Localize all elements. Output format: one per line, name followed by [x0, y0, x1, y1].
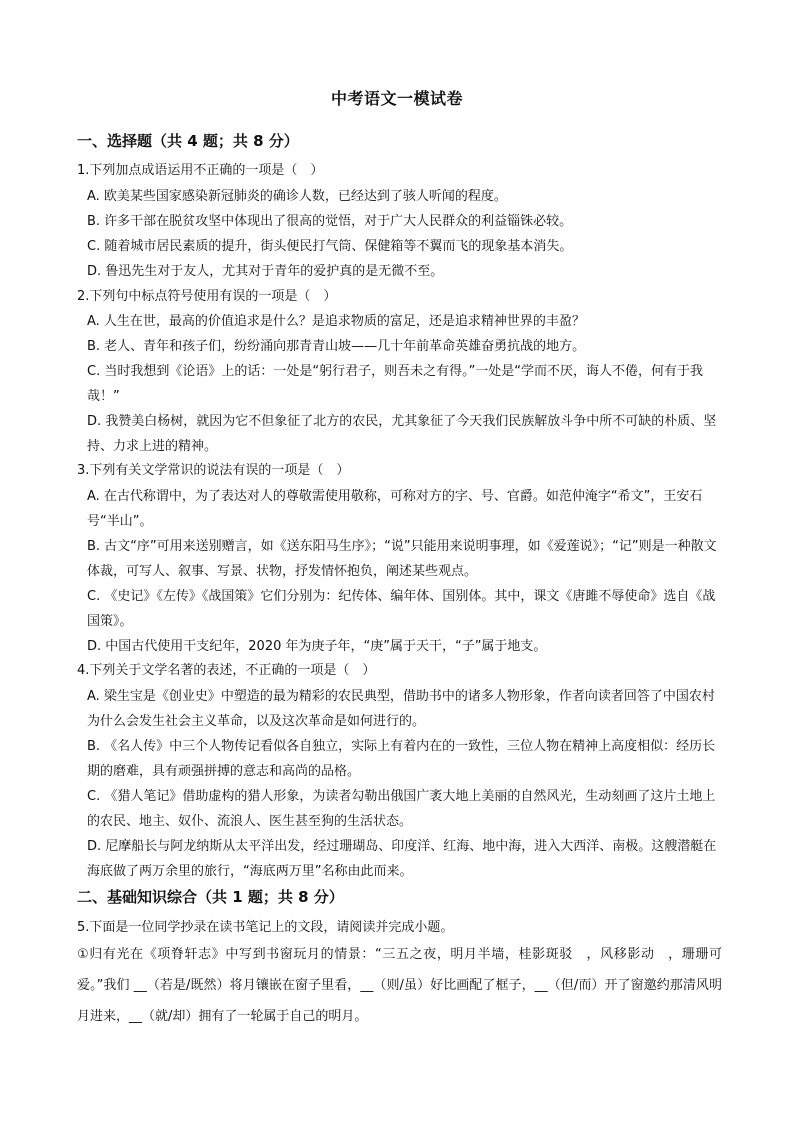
page-title: 中考语文一模试卷	[330, 89, 463, 108]
question-stem-1: 1.下列加点成语运用不正确的一项是（ ）	[77, 163, 324, 178]
section-heading-basics: 二、基础知识综合（共 1 题；共 8 分）	[77, 888, 344, 906]
question-3-option-d: D. 中国古代使用干支纪年，2020 年为庚子年，“庚”属于天干，“子”属于地支。	[87, 639, 547, 654]
question-3-option-b: B. 古文“序”可用来送别赠言，如《送东阳马生序》；“说”只能用来说明事理，如《爱莲说》；“记”则是一种散文体裁，可写人、叙事、写景、状物，抒发情怀抱负，阐述某些观点。	[87, 539, 717, 579]
question-stem-4: 4.下列关于文学名著的表述，不正确的一项是（ ）	[77, 663, 376, 678]
section-heading-choice: 一、选择题（共 4 题；共 8 分）	[77, 132, 299, 150]
question-4-option-a: A. 梁生宝是《创业史》中塑造的最为精彩的农民典型，借助书中的诸多人物形象，作者向读者回答了中国农村为什么会发生社会主义革命，以及这次革命是如何进行的。	[87, 689, 715, 729]
question-1-option-b: B. 许多干部在脱贫攻坚中体现出了很高的觉悟，对于广大人民群众的利益锱铢必较。	[87, 214, 573, 229]
question-stem-2: 2.下列句中标点符号使用有误的一项是（ ）	[77, 289, 337, 304]
question-stem-5: 5.下面是一位同学抄录在读书笔记上的文段，请阅读并完成小题。	[77, 920, 454, 935]
question-4-option-d: D. 尼摩船长与阿龙纳斯从太平洋出发，经过珊瑚岛、印度洋、红海、地中海，进入大西洋、南极。这艘潜艇在海底做了两万余里的旅行，“海底两万里”名称由此而来。	[87, 839, 717, 879]
question-2-option-c: C. 当时我想到《论语》上的话：一处是“躬行君子，则吾未之有得。”一处是“学而不厌，诲人不倦，何有于我哉！”	[87, 364, 704, 404]
question-1-option-c: C. 随着城市居民素质的提升，街头便民打气筒、保健箱等不翼而飞的现象基本消失。	[87, 239, 573, 254]
question-4-option-b: B. 《名人传》中三个人物传记看似各自独立，实际上有着内在的一致性，三位人物在精神上高度相似：经历长期的磨难，具有顽强拼搏的意志和高尚的品格。	[87, 739, 716, 779]
question-3-option-c: C. 《史记》《左传》《战国策》它们分别为：纪传体、编年体、国别体。其中，课文《唐雎不辱使命》选自《战国策》。	[87, 589, 716, 629]
question-2-option-d: D. 我赞美白杨树，就因为它不但象征了北方的农民，尤其象征了今天我们民族解放斗争中所不可缺的朴质、坚持、力求上进的精神。	[87, 414, 717, 454]
question-stem-3: 3.下列有关文学常识的说法有误的一项是（ ）	[77, 463, 350, 478]
question-2-option-b: B. 老人、青年和孩子们，纷纷涌向那青青山坡——几十年前革命英雄奋勇抗战的地方。	[87, 339, 586, 354]
question-1-option-a: A. 欧美某些国家感染新冠肺炎的确诊人数，已经达到了骇人听闻的程度。	[87, 189, 507, 204]
question-1-option-d: D. 鲁迅先生对于友人，尤其对于青年的爱护真的是无微不至。	[87, 264, 444, 279]
question-3-option-a: A. 在古代称谓中，为了表达对人的尊敬需使用敬称，可称对方的字、号、官爵。如范仲淹字“希文”，王安石号“半山”。	[87, 489, 703, 529]
reading-paragraph: ①归有光在《项脊轩志》中写到书窗玩月的情景：“三五之夜，明月半墙，桂影斑驳 ，风移影动 ，珊珊可爱。”我们 __（若是/既然）将月镶嵌在窗子里看，__（则/虽）好比画配了框子，__（但/而）开了窗邀约那清风明月进来，__（就/却）拥有了一轮属于自己的明月。	[77, 947, 722, 1024]
question-2-option-a: A. 人生在世，最高的价值追求是什么？是追求物质的富足，还是追求精神世界的丰盈？	[87, 314, 585, 329]
question-4-option-c: C. 《猎人笔记》借助虚构的猎人形象，为读者勾勒出俄国广袤大地上美丽的自然风光，生动刻画了这片土地上的农民、地主、奴仆、流浪人、医生甚至狗的生活状态。	[87, 789, 716, 829]
